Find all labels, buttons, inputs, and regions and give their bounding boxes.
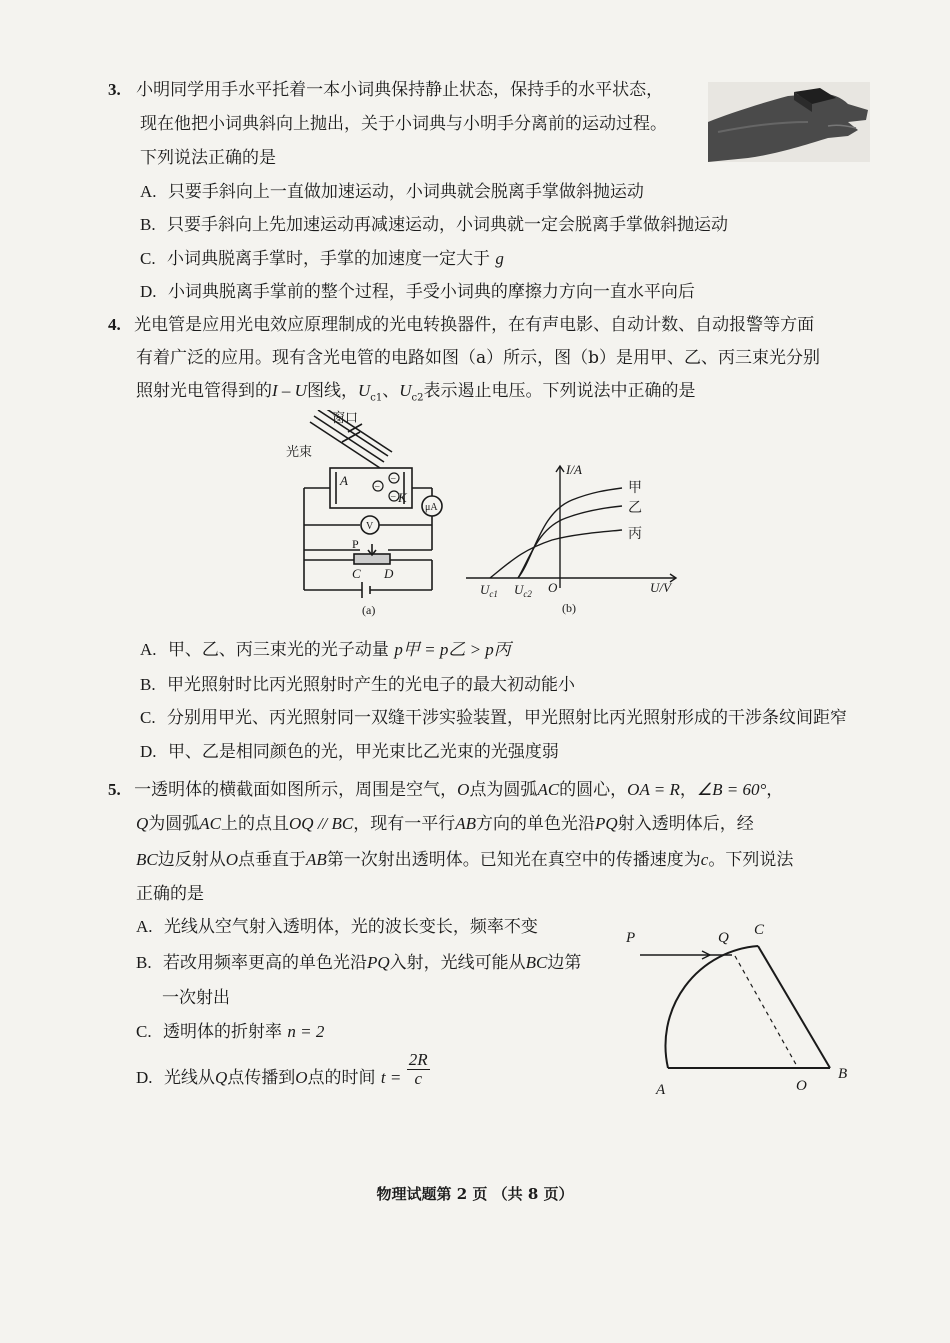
iu-curve-figure — [462, 458, 692, 618]
figure-b-origin: O — [548, 580, 558, 595]
q3-line3: 下列说法正确的是 — [140, 148, 276, 168]
figure-label-a: A — [340, 473, 348, 488]
svg-text:–: – — [391, 491, 396, 501]
figure-label-d: D — [384, 566, 394, 581]
figure-b-uc1: $U_{c1}$ — [480, 582, 498, 599]
q3-line2: 现在他把小词典斜向上抛出，关于小词典与小明手分离前的运动过程。 — [140, 114, 667, 134]
fraction-2r-over-c: $\frac{2R}{c}$ — [408, 1050, 428, 1088]
q5-line3: BC边反射从O点垂直于AB第一次射出透明体。已知光在真空中的传播速度为c。下列说法 — [136, 850, 794, 870]
q5-option-a: A. 光线从空气射入透明体，光的波长变长，频率不变 — [136, 917, 538, 937]
figure-label-q: Q — [718, 930, 729, 946]
q3-option-b: B. 只要手斜向上先加速运动再减速运动，小词典就一定会脱离手掌做斜抛运动 — [140, 215, 728, 235]
figure-b-xaxis-label: U/V — [650, 580, 671, 595]
curve-label-bing: 丙 — [628, 527, 642, 542]
q3-option-a: A. 只要手斜向上一直做加速运动，小词典就会脱离手掌做斜抛运动 — [140, 182, 644, 202]
q4-option-c: C. 分别用甲光、丙光照射同一双缝干涉实验装置，甲光照射比丙光照射形成的干涉条纹间距窄 — [140, 708, 847, 728]
phototube-circuit-figure — [280, 410, 460, 620]
figure-b-uc2: $U_{c2}$ — [514, 582, 532, 599]
q4-line3: 照射光电管得到的I – U图线，$U_{c1}$、$U_{c2}$表示遏止电压。下列说法中正确的是 — [136, 381, 696, 404]
figure-label-c: C — [352, 566, 361, 581]
q4-line2: 有着广泛的应用。现有含光电管的电路如图（a）所示，图（b）是用甲、乙、丙三束光分别 — [136, 348, 821, 368]
q4-line1: 4. 光电管是应用光电效应原理制成的光电转换器件，在有声电影、自动计数、自动报警等方面 — [108, 315, 815, 335]
q5-option-c: C. 透明体的折射率 n = 2 — [136, 1022, 325, 1042]
q3-option-c: C. 小词典脱离手掌时，手掌的加速度一定大于 g — [140, 249, 504, 269]
figure-label-c: C — [754, 922, 765, 938]
figure-label-b: B — [838, 1066, 848, 1082]
q4-option-a: A. 甲、乙、丙三束光的光子动量 p甲 = p乙 > p丙 — [140, 640, 511, 660]
figure-label-a: A — [656, 1082, 666, 1098]
figure-label-voltmeter: V — [366, 521, 374, 532]
figure-label-window: 窗口 — [332, 410, 359, 425]
q5-option-b: B. 若改用频率更高的单色光沿PQ入射，光线可能从BC边第 — [136, 953, 582, 973]
figure-label-p: P — [626, 930, 636, 946]
q3-option-d: D. 小词典脱离手掌前的整个过程，手受小词典的摩擦力方向一直水平向后 — [140, 282, 695, 302]
figure-a-caption: (a) — [362, 603, 376, 617]
curve-label-jia: 甲 — [628, 481, 642, 496]
figure-b-caption: (b) — [562, 601, 576, 615]
figure-label-p: P — [352, 537, 359, 551]
transparent-body-figure — [620, 918, 860, 1098]
page-footer: 物理试题第 2 页 （共 8 页） — [376, 1185, 574, 1203]
q4-option-d: D. 甲、乙是相同颜色的光，甲光束比乙光束的光强度弱 — [140, 742, 559, 762]
figure-label-o: O — [796, 1078, 807, 1094]
q5-option-b-cont: 一次射出 — [162, 988, 230, 1008]
hand-holding-book-image — [708, 82, 870, 162]
svg-text:–: – — [391, 473, 396, 483]
figure-b-yaxis-label: I/A — [566, 462, 582, 477]
svg-text:–: – — [375, 481, 380, 491]
q3-line1: 3. 小明同学用手水平托着一本小词典保持静止状态，保持手的水平状态， — [108, 80, 664, 100]
figure-label-k: K — [398, 490, 407, 505]
q5-option-d: D. 光线从Q点传播到O点的时间 t = $\frac{2R}{c}$ — [136, 1050, 428, 1088]
q5-line2: Q为圆弧AC上的点且OQ // BC，现有一平行AB方向的单色光沿PQ射入透明体后，经 — [136, 814, 754, 834]
curve-label-yi: 乙 — [628, 501, 642, 516]
q5-line1: 5. 一透明体的横截面如图所示，周围是空气，O点为圆弧AC的圆心，OA = R，∠B = 60°， — [108, 780, 784, 800]
q5-line4: 正确的是 — [136, 884, 204, 904]
figure-label-beam: 光束 — [286, 444, 313, 459]
figure-label-microammeter: μA — [425, 502, 438, 513]
q4-option-b: B. 甲光照射时比丙光照射时产生的光电子的最大初动能小 — [140, 675, 575, 695]
